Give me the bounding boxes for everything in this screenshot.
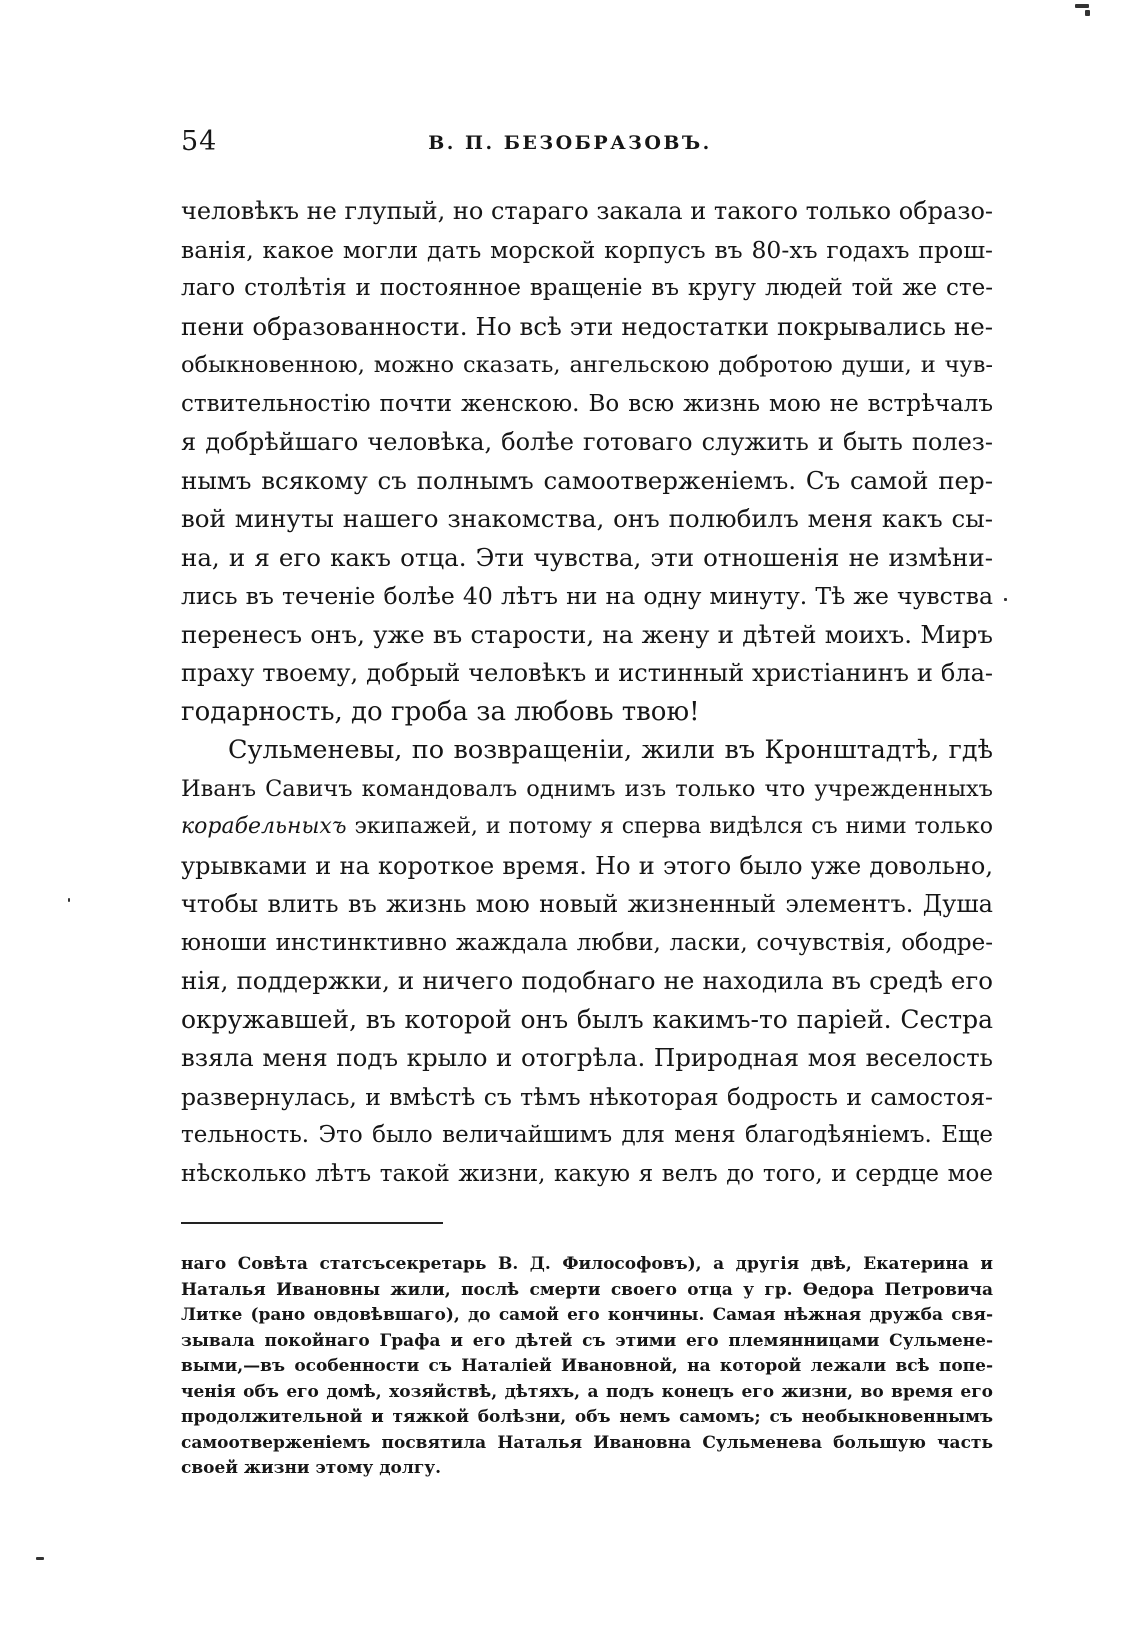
body-line: урывками и на короткое время. Но и этого было уже довольно, [181,851,993,880]
scan-speck [36,1557,44,1560]
body-line: обыкновенною, можно сказать, ангельскою добротою души, и чув- [181,352,993,378]
body-line: ствительностію почти женскою. Во всю жизнь мою не встрѣчалъ [181,390,993,417]
footnote-line: Наталья Ивановны жили, послѣ смерти своего отца у гр. Ѳедора Петровича [181,1279,993,1300]
footnotes [181,1252,993,1482]
body-line: лаго столѣтія и постоянное вращеніе въ кругу людей той же сте- [181,275,993,301]
body-line: перенесъ онъ, уже въ старости, на жену и дѣтей моихъ. Миръ [181,619,993,649]
body-line: праху твоему, добрый человѣкъ и истинный христіанинъ и бла- [181,659,993,687]
body-line: юноши инстинктивно жаждала любви, ласки, сочувствія, ободре- [181,929,993,956]
italic-word: корабельныхъ [181,814,347,839]
body-text [181,192,993,1193]
footnote-line: выми,—въ особенности съ Наталіей Ивановной, на которой лежали всѣ попе- [181,1356,993,1376]
body-line: чтобы влить въ жизнь мою новый жизненный элементъ. Душа [181,890,993,918]
body-line: лись въ теченіе болѣе 40 лѣтъ ни на одну минуту. Тѣ же чувства [181,582,993,610]
body-line: я добрѣйшаго человѣка, болѣе готоваго служить и быть полез- [181,428,993,456]
body-line: нымъ всякому съ полнымъ самоотверженіемъ. Съ самой пер- [181,465,993,495]
body-line: на, и я его какъ отца. Эти чувства, эти отношенія не измѣни- [181,542,993,572]
footnote-line: наго Совѣта статсъсекретарь В. Д. Философовъ), а другія двѣ, Екатерина и [181,1254,993,1274]
body-line: развернулась, и вмѣстѣ съ тѣмъ нѣкоторая бодрость и самостоя- [181,1082,993,1111]
footnote-line: Литке (рано овдовѣвшаго), до самой его кончины. Самая нѣжная дружба свя- [181,1305,993,1325]
body-line: ванія, какое могли дать морской корпусъ въ 80-хъ годахъ прош- [181,235,993,264]
body-line: тельность. Это было величайшимъ для меня благодѣяніемъ. Еще [181,1122,993,1148]
footnote-line: самоотверженіемъ посвятила Наталья Ивановна Сульменева большую часть [181,1432,993,1453]
scan-speck [68,898,70,902]
scan-speck [1004,598,1007,601]
body-line-rest: экипажей, и потому я сперва видѣлся съ ними только [354,814,993,839]
body-line: нія, поддержки, и ничего подобнаго не находила въ средѣ его [181,966,993,995]
body-line: взяла меня подъ крыло и отогрѣла. Природная моя веселость [181,1043,993,1072]
body-line: Иванъ Савичъ командовалъ однимъ изъ только что учрежденныхъ [181,775,993,802]
paragraph-start-line: Сульменевы, по возвращеніи, жили въ Кронштадтѣ, гдѣ [228,735,993,765]
running-head: В. П. БЕЗОБРАЗОВЪ. [428,132,712,154]
footnote-line: зывала покойнаго Графа и его дѣтей съ этими его племянницами Сульмене- [181,1330,993,1351]
body-line: годарность, до гроба за любовь твою! [181,696,700,727]
body-line: пени образованности. Но всѣ эти недостатки покрывались не- [181,311,993,341]
footnote-rule [181,1222,443,1224]
body-line: человѣкъ не глупый, но стараго закала и такого только образо- [181,197,993,225]
scan-speck [1085,10,1090,16]
scan-speck [1075,4,1089,8]
body-line: окружавшей, въ которой онъ былъ какимъ-то паріей. Сестра [181,1004,993,1034]
body-line: нѣсколько лѣтъ такой жизни, какую я велъ до того, и сердце мое [181,1160,993,1187]
body-line-with-italic [181,808,993,847]
body-line: вой минуты нашего знакомства, онъ полюбилъ меня какъ сы- [181,504,993,533]
page-number: 54 [181,126,218,157]
footnote-line: своей жизни этому долгу. [181,1458,442,1478]
footnote-line: ченія объ его домѣ, хозяйствѣ, дѣтяхъ, а подъ конецъ его жизни, во время его [181,1381,993,1402]
footnote-line: продолжительной и тяжкой болѣзни, объ немъ самомъ; съ необыкновеннымъ [181,1407,993,1427]
